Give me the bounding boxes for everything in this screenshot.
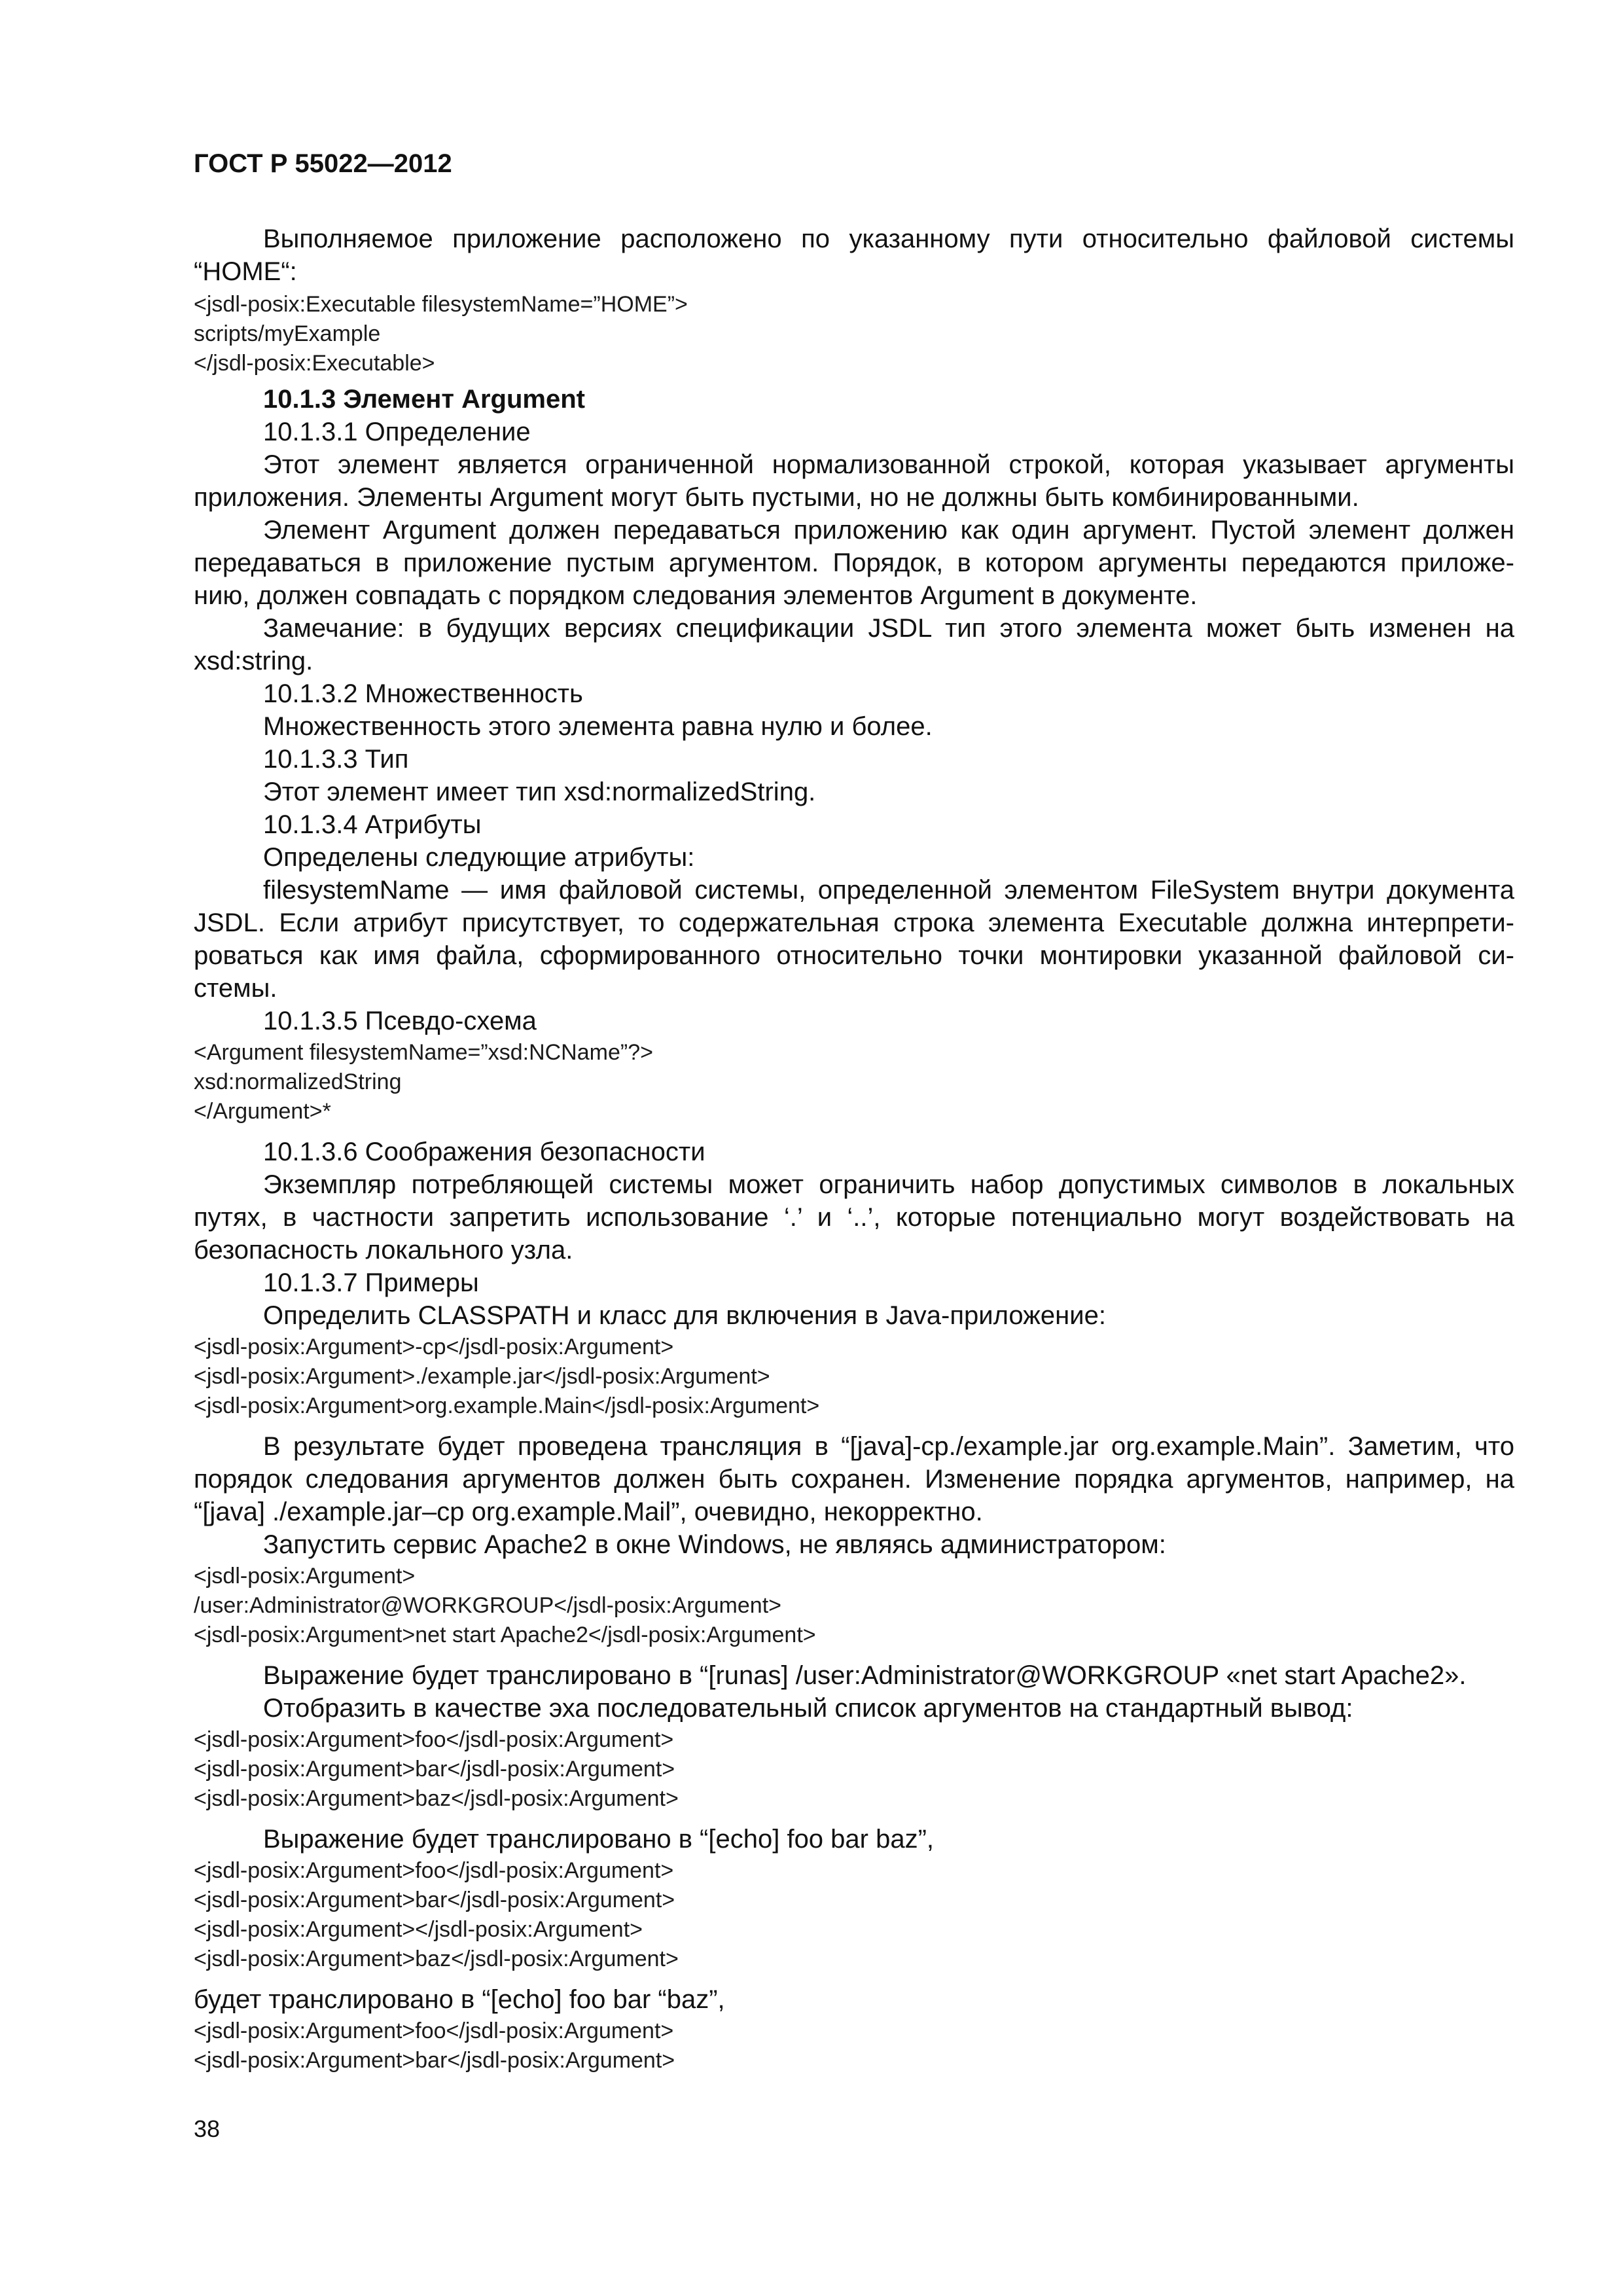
code-line: /user:Administrator@WORKGROUP</jsdl-posix:Argument> — [194, 1593, 781, 1618]
paragraph-line: “HOME“: — [194, 257, 297, 286]
paragraph-line: Выполняемое приложение расположено по указанному пути относительно файловой системы — [263, 224, 1514, 253]
code-line: <jsdl-posix:Argument></jsdl-posix:Argument> — [194, 1917, 643, 1942]
code-line: <jsdl-posix:Argument>bar</jsdl-posix:Argument> — [194, 1757, 675, 1782]
page-number: 38 — [194, 2115, 221, 2142]
code-line: <jsdl-posix:Argument>foo</jsdl-posix:Argument> — [194, 1727, 674, 1752]
code-line: <jsdl-posix:Argument>baz</jsdl-posix:Argument> — [194, 1786, 679, 1811]
paragraph-line: Множественность этого элемента равна нулю и более. — [263, 712, 933, 741]
subsection-heading: 10.1.3.1 Определение — [263, 418, 531, 446]
code-line: scripts/myExample — [194, 321, 381, 346]
paragraph-line: Экземпляр потребляющей системы может ограничить набор допустимых символов в локальных — [263, 1170, 1514, 1199]
subsection-heading: 10.1.3.5 Псевдо-схема — [263, 1007, 537, 1035]
subsection-heading: 10.1.3.7 Примеры — [263, 1268, 479, 1297]
paragraph-line: путях, в частности запретить использование ‘.’ и ‘..’, которые потенциально могут воздействовать на — [194, 1203, 1514, 1232]
paragraph-line: Определены следующие атрибуты: — [263, 843, 695, 872]
paragraph-line: В результате будет проведена трансляция в “[java]-cp./example.jar org.example.Main”. Заметим, что — [263, 1432, 1514, 1461]
paragraph-line: Запустить сервис Apache2 в окне Windows, не являясь администратором: — [263, 1530, 1166, 1559]
paragraph-line: передаваться в приложение пустым аргументом. Порядок, в котором аргументы передаются приложе- — [194, 548, 1514, 577]
document-header: ГОСТ Р 55022—2012 — [194, 149, 452, 178]
code-line: <jsdl-posix:Argument>./example.jar</jsdl-posix:Argument> — [194, 1364, 770, 1389]
code-line: <jsdl-posix:Argument>bar</jsdl-posix:Argument> — [194, 1888, 675, 1912]
subsection-heading: 10.1.3.4 Атрибуты — [263, 810, 482, 839]
paragraph-line: Этот элемент имеет тип xsd:normalizedString. — [263, 778, 816, 806]
code-line: <Argument filesystemName=”xsd:NCName”?> — [194, 1040, 653, 1065]
code-line: xsd:normalizedString — [194, 1069, 402, 1094]
paragraph-line: стемы. — [194, 974, 277, 1003]
paragraph-line: Отобразить в качестве эха последовательный список аргументов на стандартный вывод: — [263, 1694, 1353, 1723]
subsection-heading: 10.1.3.6 Соображения безопасности — [263, 1138, 705, 1166]
section-heading: 10.1.3 Элемент Argument — [263, 385, 585, 414]
code-line: <jsdl-posix:Argument>baz</jsdl-posix:Argument> — [194, 1946, 679, 1971]
code-line: <jsdl-posix:Argument> — [194, 1564, 416, 1588]
subsection-heading: 10.1.3.2 Множественность — [263, 679, 583, 708]
code-line: <jsdl-posix:Argument>bar</jsdl-posix:Argument> — [194, 2048, 675, 2073]
code-line: <jsdl-posix:Argument>net start Apache2</jsdl-posix:Argument> — [194, 1623, 816, 1647]
code-line: </jsdl-posix:Executable> — [194, 351, 435, 376]
paragraph-line: Замечание: в будущих версиях спецификации JSDL тип этого элемента может быть изменен на — [263, 614, 1514, 643]
paragraph-line: JSDL. Если атрибут присутствует, то содержательная строка элемента Executable должна интерпрети- — [194, 908, 1514, 937]
paragraph-line: Элемент Argument должен передаваться приложению как один аргумент. Пустой элемент должен — [263, 516, 1514, 545]
code-line: <jsdl-posix:Executable filesystemName=”HOME”> — [194, 292, 688, 317]
paragraph-line: Выражение будет транслировано в “[runas] /user:Administrator@WORKGROUP «net start Apache2». — [263, 1661, 1467, 1690]
paragraph-line: Выражение будет транслировано в “[echo] foo bar baz”, — [263, 1825, 935, 1854]
paragraph-line: порядок следования аргументов должен быть сохранен. Изменение порядка аргументов, например, на — [194, 1465, 1514, 1494]
paragraph-line: будет транслировано в “[echo] foo bar “baz”, — [194, 1985, 725, 2014]
paragraph-line: безопасность локального узла. — [194, 1236, 573, 1265]
paragraph-line: Определить CLASSPATH и класс для включения в Java-приложение: — [263, 1301, 1106, 1330]
code-line: <jsdl-posix:Argument>foo</jsdl-posix:Argument> — [194, 2018, 674, 2043]
subsection-heading: 10.1.3.3 Тип — [263, 745, 409, 774]
paragraph-line: Этот элемент является ограниченной нормализованной строкой, которая указывает аргументы — [263, 450, 1514, 479]
paragraph-line: приложения. Элементы Argument могут быть пустыми, но не должны быть комбинированными. — [194, 483, 1359, 512]
paragraph-line: “[java] ./example.jar–cp org.example.Mail”, очевидно, некорректно. — [194, 1498, 983, 1526]
paragraph-line: xsd:string. — [194, 647, 313, 675]
code-line: <jsdl-posix:Argument>foo</jsdl-posix:Argument> — [194, 1858, 674, 1883]
code-line: <jsdl-posix:Argument>org.example.Main</jsdl-posix:Argument> — [194, 1393, 820, 1418]
code-line: </Argument>* — [194, 1099, 331, 1124]
paragraph-line: filesystemName — имя файловой системы, определенной элементом FileSystem внутри документа — [263, 876, 1514, 905]
paragraph-line: роваться как имя файла, сформированного относительно точки монтировки указанной файловой си- — [194, 941, 1514, 970]
paragraph-line: нию, должен совпадать с порядком следования элементов Argument в документе. — [194, 581, 1198, 610]
code-line: <jsdl-posix:Argument>-cp</jsdl-posix:Argument> — [194, 1335, 674, 1359]
